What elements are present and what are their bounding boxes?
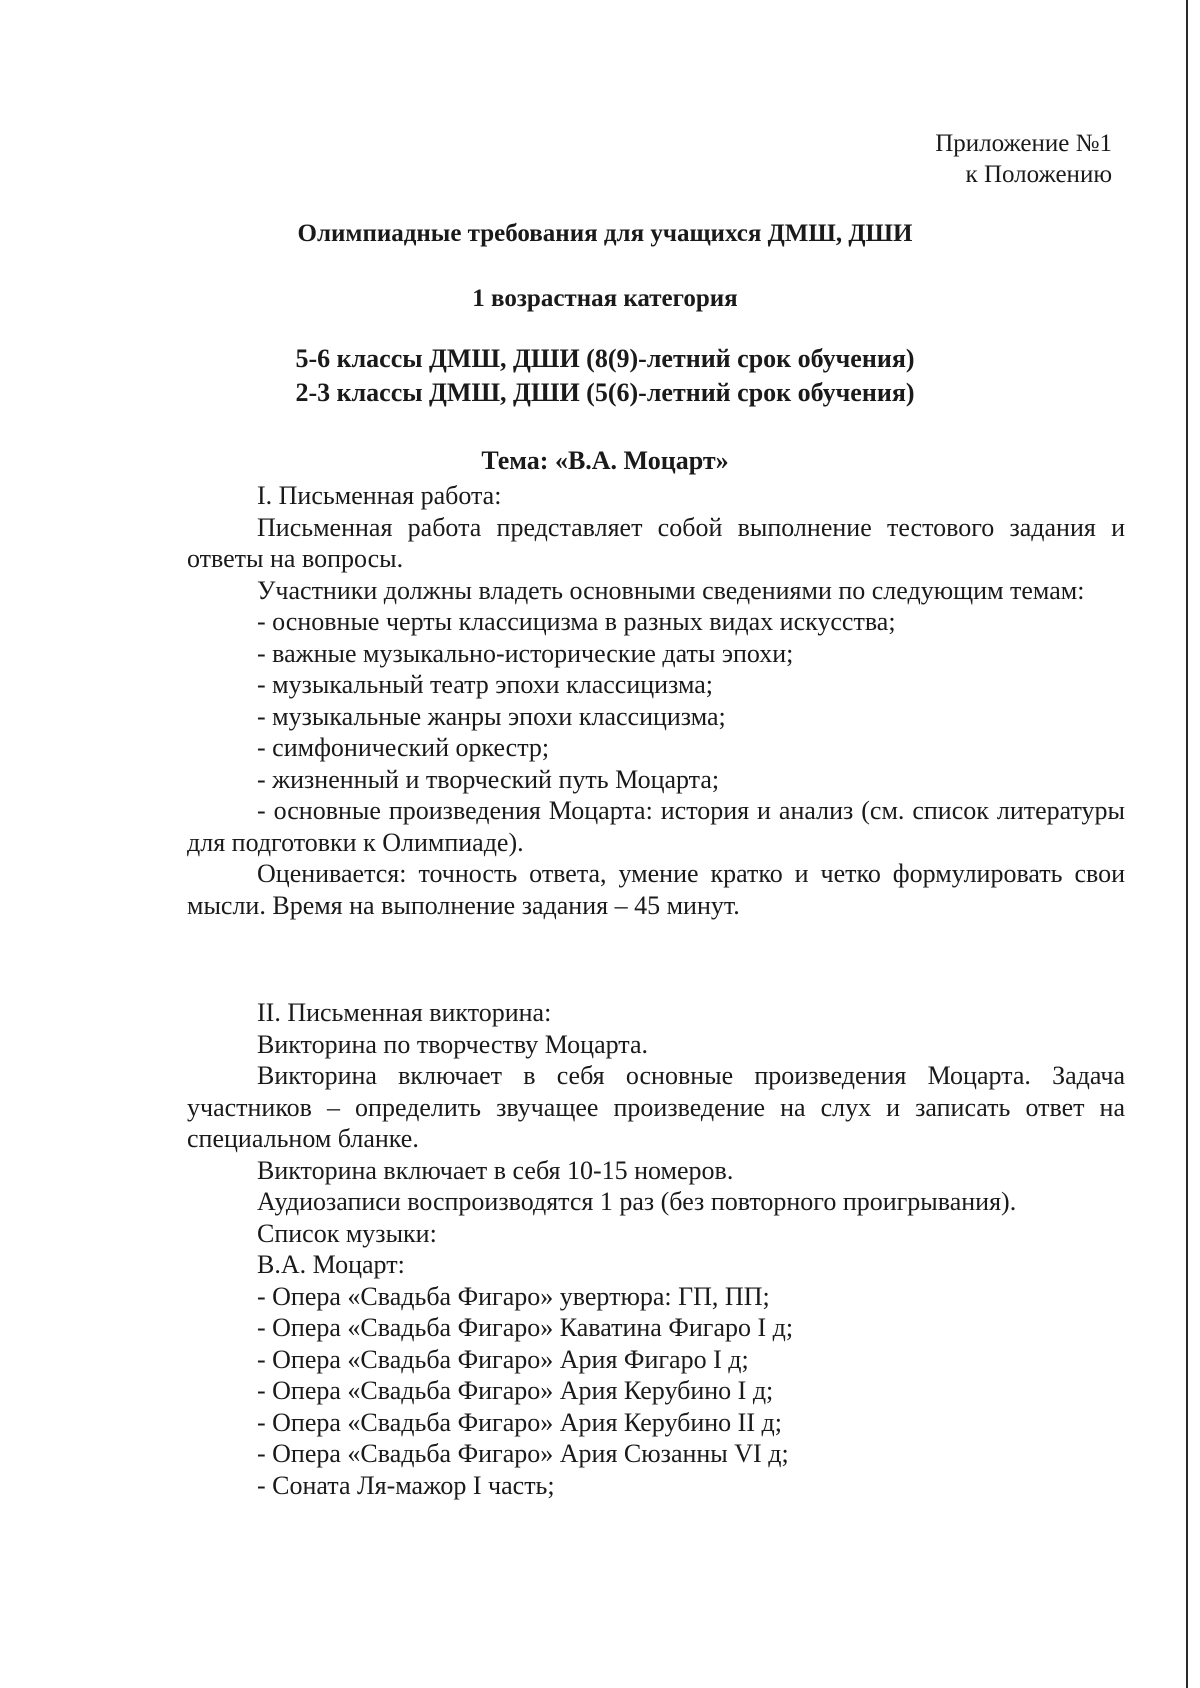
music-work-item: - Опера «Свадьба Фигаро» Ария Керубино I д; bbox=[257, 1376, 774, 1405]
age-category: 1 возрастная категория bbox=[472, 285, 738, 312]
music-list-heading: Список музыки: bbox=[257, 1218, 437, 1248]
music-work-item: - Опера «Свадьба Фигаро» увертюра: ГП, ПП; bbox=[257, 1281, 770, 1311]
section-2-heading: II. Письменная викторина: bbox=[257, 998, 552, 1027]
classes-line-2: 2-3 классы ДМШ, ДШИ (5(6)-летний срок обучения) bbox=[295, 378, 915, 407]
topic-heading: Тема: «В.А. Моцарт» bbox=[481, 446, 729, 475]
section-1-evaluation: Оценивается: точность ответа, умение кратко и четко формулировать свои мысли. Время на выполнение задания – 45 минут. bbox=[187, 859, 1125, 920]
music-work-item: - Опера «Свадьба Фигаро» Ария Сюзанны VI д; bbox=[257, 1439, 789, 1468]
topic-item: - жизненный и творческий путь Моцарта; bbox=[257, 764, 720, 794]
topic-item: - музыкальный театр эпохи классицизма; bbox=[257, 670, 714, 699]
music-work-item: - Опера «Свадьба Фигаро» Ария Керубино II д; bbox=[257, 1407, 782, 1437]
annex-line-1: Приложение №1 bbox=[935, 130, 1112, 157]
section-1-participants: Участники должны владеть основными сведениями по следующим темам: bbox=[257, 575, 1085, 605]
section-1-intro: Письменная работа представляет собой выполнение тестового задания и ответы на вопросы. bbox=[187, 512, 1125, 573]
section-written-work bbox=[187, 480, 1125, 921]
topic-item: - музыкальные жанры эпохи классицизма; bbox=[257, 701, 726, 731]
topic-item: - основные произведения Моцарта: история и анализ (см. список литературы для подготовки к Олимпиаде). bbox=[187, 796, 1125, 857]
topic-item: - симфонический оркестр; bbox=[257, 733, 550, 762]
annex-reference bbox=[935, 128, 1112, 190]
section-2-line-4: Аудиозаписи воспроизводятся 1 раз (без повторного проигрывания). bbox=[257, 1187, 1017, 1216]
section-2-line-3: Викторина включает в себя 10-15 номеров. bbox=[257, 1155, 734, 1185]
scan-edge-line bbox=[1186, 0, 1188, 1688]
section-written-quiz bbox=[187, 997, 1125, 1501]
music-work-item: - Опера «Свадьба Фигаро» Ария Фигаро I д; bbox=[257, 1344, 749, 1374]
document-title: Олимпиадные требования для учащихся ДМШ, ДШИ bbox=[297, 220, 913, 247]
classes-line-1: 5-6 классы ДМШ, ДШИ (8(9)-летний срок обучения) bbox=[295, 344, 915, 373]
composer-name: В.А. Моцарт: bbox=[257, 1250, 405, 1279]
topic-item: - основные черты классицизма в разных видах искусства; bbox=[257, 607, 896, 636]
music-work-item: - Соната Ля-мажор I часть; bbox=[257, 1470, 555, 1500]
annex-line-2: к Положению bbox=[965, 161, 1112, 188]
music-work-item: - Опера «Свадьба Фигаро» Каватина Фигаро I д; bbox=[257, 1313, 794, 1342]
section-2-line-1: Викторина по творчеству Моцарта. bbox=[257, 1029, 649, 1059]
section-2-line-2: Викторина включает в себя основные произведения Моцарта. Задача участников – определить звучащее произведение на слух и записать ответ на специальном бланке. bbox=[187, 1061, 1125, 1153]
topic-item: - важные музыкально-исторические даты эпохи; bbox=[257, 638, 794, 668]
section-1-heading: I. Письменная работа: bbox=[257, 481, 502, 510]
